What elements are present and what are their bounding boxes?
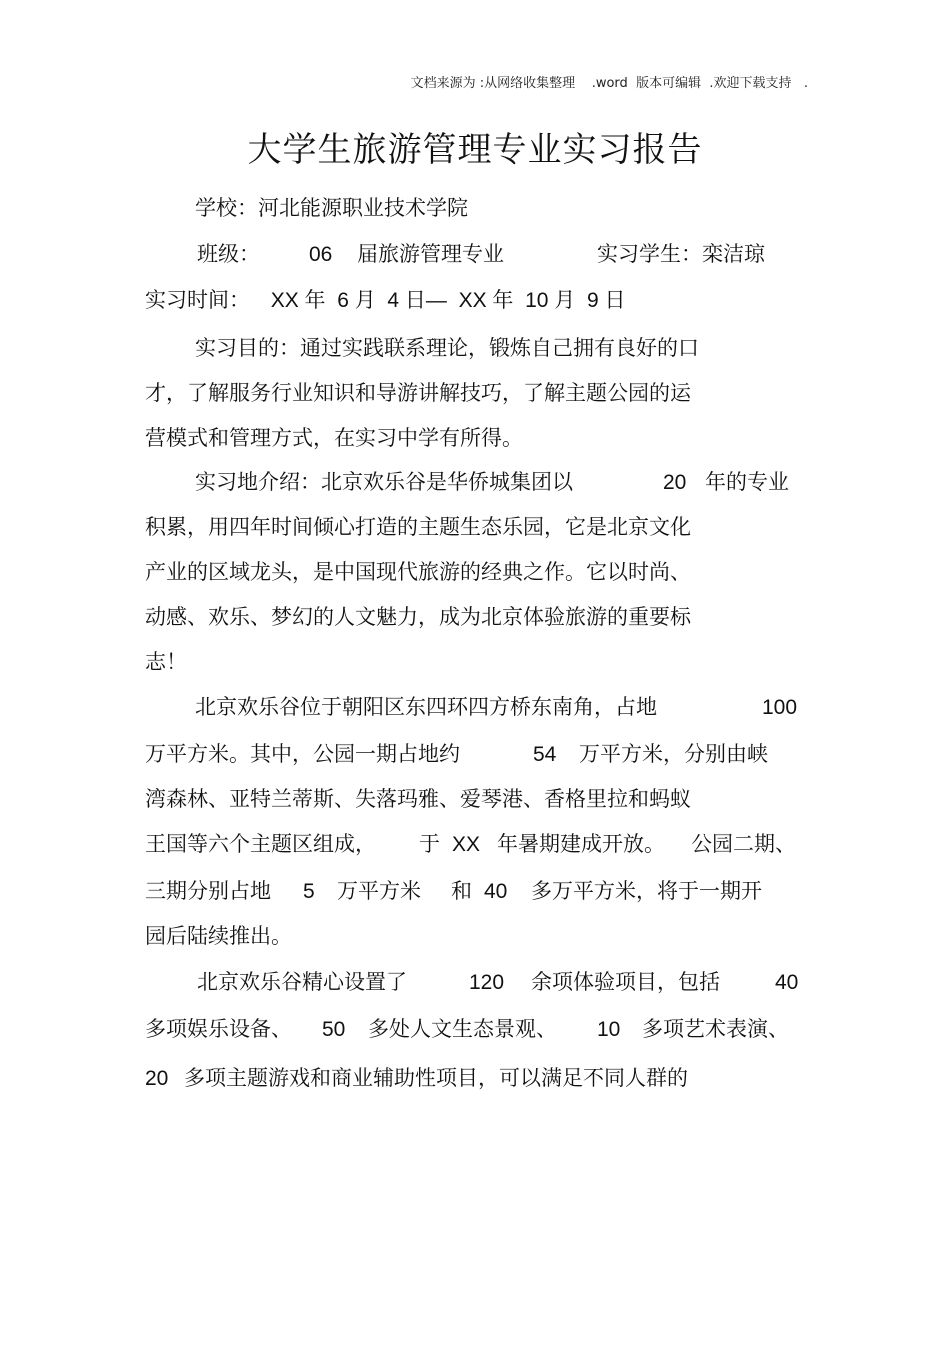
location-text-h: 三期分别占地	[145, 879, 271, 903]
projects-text-a: 北京欢乐谷精心设置了	[197, 970, 407, 994]
location-text-a: 北京欢乐谷位于朝阳区东四环四方桥东南角，占地	[195, 695, 657, 719]
location-year: XX	[452, 833, 481, 856]
location-text-k: 多万平方米，将于一期开	[531, 879, 762, 903]
location-phase3-area: 40	[484, 880, 508, 903]
location-phase2-area: 5	[303, 880, 315, 903]
location-text-c: 万平方米，分别由峡	[579, 742, 768, 766]
class-line	[197, 244, 797, 265]
time-value: XX 年 6 月 4 日— XX 年 10 月 9 日	[270, 289, 626, 312]
intro-line-1	[195, 472, 805, 493]
location-text-f: 年暑期建成开放。	[497, 832, 665, 856]
intro-years: 20	[663, 471, 687, 494]
projects-text-c: 多项娱乐设备、	[145, 1017, 292, 1041]
class-label: 班级：	[197, 242, 260, 266]
intro-line-2: 积累，用四年时间倾心打造的主题生态乐园，它是北京文化	[145, 515, 691, 539]
location-line-1	[195, 697, 805, 718]
location-area: 100	[762, 696, 798, 719]
location-text-j: 和	[451, 879, 472, 903]
projects-text-d: 多处人文生态景观、	[368, 1017, 557, 1041]
projects-rides: 40	[775, 971, 799, 994]
class-name: 届旅游管理专业	[357, 242, 504, 266]
location-line-4	[145, 834, 805, 855]
location-line-6: 园后陆续推出。	[145, 924, 292, 948]
projects-line-1	[197, 972, 807, 993]
class-number: 06	[309, 243, 333, 266]
school-line: 学校：河北能源职业技术学院	[195, 196, 468, 220]
projects-text-f: 多项主题游戏和商业辅助性项目，可以满足不同人群的	[184, 1066, 688, 1090]
projects-text-b: 余项体验项目，包括	[531, 970, 720, 994]
location-text-e: 于	[419, 832, 440, 856]
projects-line-2	[145, 1019, 805, 1040]
location-text-d: 王国等六个主题区组成，	[145, 832, 376, 856]
location-line-5	[145, 881, 805, 902]
projects-shows: 10	[597, 1018, 621, 1041]
projects-total: 120	[469, 971, 505, 994]
location-phase1-area: 54	[533, 743, 557, 766]
projects-games: 20	[145, 1067, 169, 1090]
time-line	[145, 290, 625, 311]
student-name: 实习学生：栾洁琼	[597, 242, 765, 266]
location-text-i: 万平方米	[337, 879, 421, 903]
page-title: 大学生旅游管理专业实习报告	[247, 130, 703, 170]
intro-text-a: 实习地介绍：北京欢乐谷是华侨城集团以	[195, 470, 573, 494]
intro-line-4: 动感、欢乐、梦幻的人文魅力，成为北京体验旅游的重要标	[145, 605, 691, 629]
intro-line-3: 产业的区域龙头，是中国现代旅游的经典之作。它以时尚、	[145, 560, 691, 584]
intro-text-b: 年的专业	[705, 470, 789, 494]
purpose-line-2: 才，了解服务行业知识和导游讲解技巧，了解主题公园的运	[145, 381, 691, 405]
header-note: 文档来源为 :从网络收集整理 .word 版本可编辑 .欢迎下载支持 .	[410, 76, 808, 91]
location-line-3: 湾森林、亚特兰蒂斯、失落玛雅、爱琴港、香格里拉和蚂蚁	[145, 787, 691, 811]
time-label: 实习时间：	[145, 288, 250, 312]
projects-landscapes: 50	[322, 1018, 346, 1041]
location-text-g: 公园二期、	[691, 832, 796, 856]
purpose-line-1: 实习目的：通过实践联系理论，锻炼自己拥有良好的口	[195, 336, 699, 360]
location-text-b: 万平方米。其中，公园一期占地约	[145, 742, 460, 766]
projects-text-e: 多项艺术表演、	[642, 1017, 789, 1041]
location-line-2	[145, 744, 805, 765]
intro-line-5: 志！	[145, 650, 187, 674]
purpose-line-3: 营模式和管理方式，在实习中学有所得。	[145, 426, 523, 450]
projects-line-3	[145, 1068, 805, 1089]
